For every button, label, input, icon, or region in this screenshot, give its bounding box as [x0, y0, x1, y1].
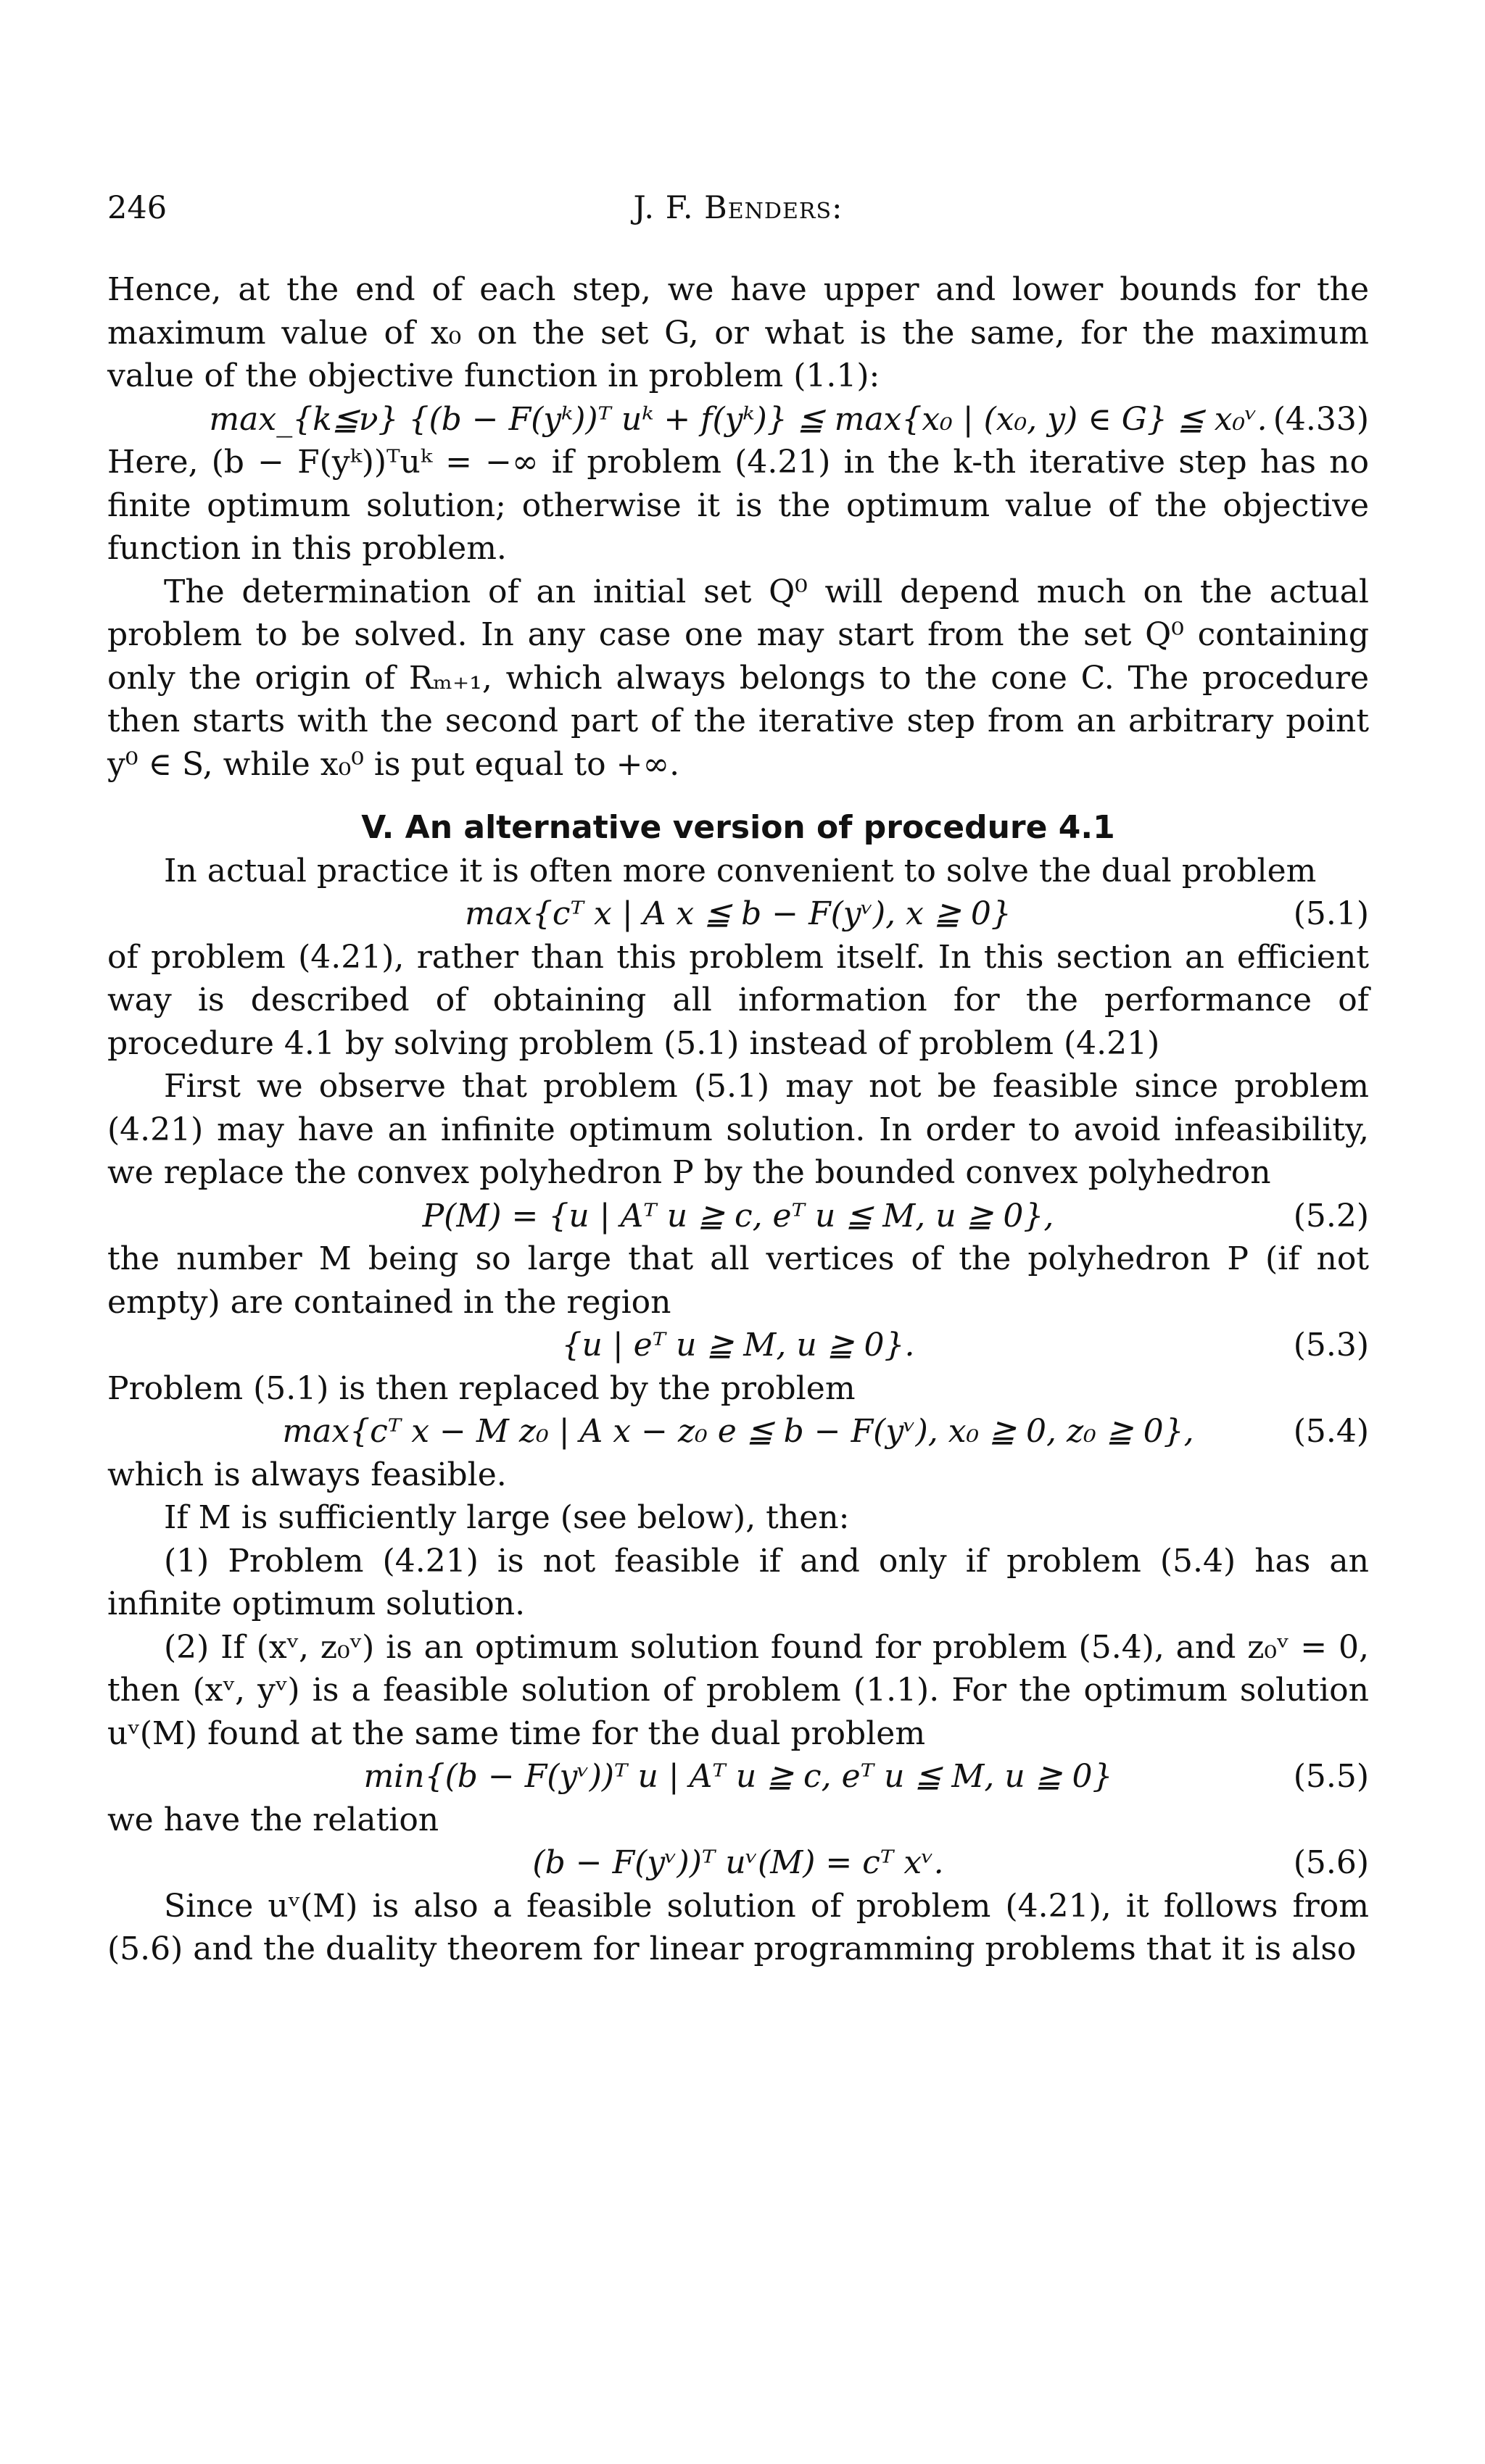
equation-text: P(M) = {u | Aᵀ u ≧ c, eᵀ u ≦ M, u ≧ 0},	[422, 1197, 1054, 1235]
equation-5-4	[107, 1410, 1369, 1453]
equation-text: max_{k≦ν} {(b − F(yᵏ))ᵀ uᵏ + f(yᵏ)} ≦ max{x₀ | (x₀, y) ∈ G} ≦ x₀ᵛ.	[209, 400, 1267, 438]
equation-text: min{(b − F(yᵛ))ᵀ u | Aᵀ u ≧ c, eᵀ u ≦ M, u ≧ 0}	[363, 1758, 1113, 1795]
equation-5-1	[107, 892, 1369, 936]
equation-number: (5.1)	[1293, 895, 1369, 932]
paragraph: we have the relation	[107, 1801, 439, 1838]
running-header	[107, 190, 1369, 233]
equation-5-5	[107, 1755, 1369, 1799]
paragraph: First we observe that problem (5.1) may not be feasible since problem (4.21) may have an infinite optimum solution. In order to avoid infeasibility, we replace the convex polyhedron P by the bounded convex polyhedron	[107, 1068, 1369, 1191]
equation-text: max{cᵀ x | A x ≦ b − F(yᵛ), x ≧ 0}	[465, 895, 1012, 932]
paragraph: If M is sufficiently large (see below), then:	[164, 1499, 850, 1536]
paragraph: The determination of an initial set Q⁰ will depend much on the actual problem to be solved. In any case one may start from the set Q⁰ containing only the origin of Rₘ₊₁, which always belongs to the cone C. The procedure then starts with the second part of the iterative step from an arbitrary point y⁰ ∈ S, while x₀⁰ is put equal to +∞.	[107, 573, 1369, 783]
equation-number: (5.5)	[1293, 1758, 1369, 1795]
section-heading: V. An alternative version of procedure 4.1	[361, 809, 1115, 846]
equation-5-2	[107, 1195, 1369, 1238]
paragraph: In actual practice it is often more convenient to solve the dual problem	[164, 852, 1317, 889]
equation-number: (5.2)	[1293, 1197, 1369, 1235]
equation-text: {u | eᵀ u ≧ M, u ≧ 0}.	[561, 1327, 915, 1364]
equation-4-33	[107, 398, 1369, 441]
equation-number: (4.33)	[1273, 400, 1369, 438]
equation-5-3	[107, 1324, 1369, 1367]
paragraph: Hence, at the end of each step, we have upper and lower bounds for the maximum value of x₀ on the set G, or what is the same, for the maximum value of the objective function in problem (1.1):	[107, 271, 1369, 394]
equation-number: (5.6)	[1293, 1844, 1369, 1881]
equation-text: (b − F(yᵛ))ᵀ uᵛ(M) = cᵀ xᵛ.	[532, 1844, 944, 1881]
paragraph: the number M being so large that all vertices of the polyhedron P (if not empty) are contained in the region	[107, 1240, 1369, 1321]
equation-number: (5.3)	[1293, 1327, 1369, 1364]
page-number: 246	[107, 190, 167, 226]
equation-text: max{cᵀ x − M z₀ | A x − z₀ e ≦ b − F(yᵛ), x₀ ≧ 0, z₀ ≧ 0},	[282, 1413, 1194, 1450]
list-item: (2) If (xᵛ, z₀ᵛ) is an optimum solution found for problem (5.4), and z₀ᵛ = 0, then (xᵛ, yᵛ) is a feasible solution of problem (1.1). For the optimum solution uᵛ(M) found at the same time for the dual problem	[107, 1628, 1369, 1752]
paragraph: Here, (b − F(yᵏ))ᵀuᵏ = −∞ if problem (4.21) in the k-th iterative step has no finite optimum solution; otherwise it is the optimum value of the objective function in this problem.	[107, 444, 1369, 567]
paragraph: Problem (5.1) is then replaced by the problem	[107, 1369, 856, 1407]
equation-5-6	[107, 1841, 1369, 1885]
paragraph: Since uᵛ(M) is also a feasible solution of problem (4.21), it follows from (5.6) and the duality theorem for linear programming problems that it is also	[107, 1887, 1369, 1967]
paragraph: which is always feasible.	[107, 1456, 507, 1493]
running-title: J. F. Benders:	[633, 190, 843, 226]
paragraph: of problem (4.21), rather than this problem itself. In this section an efficient way is described of obtaining all information for the performance of procedure 4.1 by solving problem (5.1) instead of problem (4.21)	[107, 938, 1369, 1062]
body-text	[107, 268, 1369, 1971]
list-item: (1) Problem (4.21) is not feasible if and only if problem (5.4) has an infinite optimum solution.	[107, 1542, 1369, 1622]
equation-number: (5.4)	[1293, 1413, 1369, 1450]
